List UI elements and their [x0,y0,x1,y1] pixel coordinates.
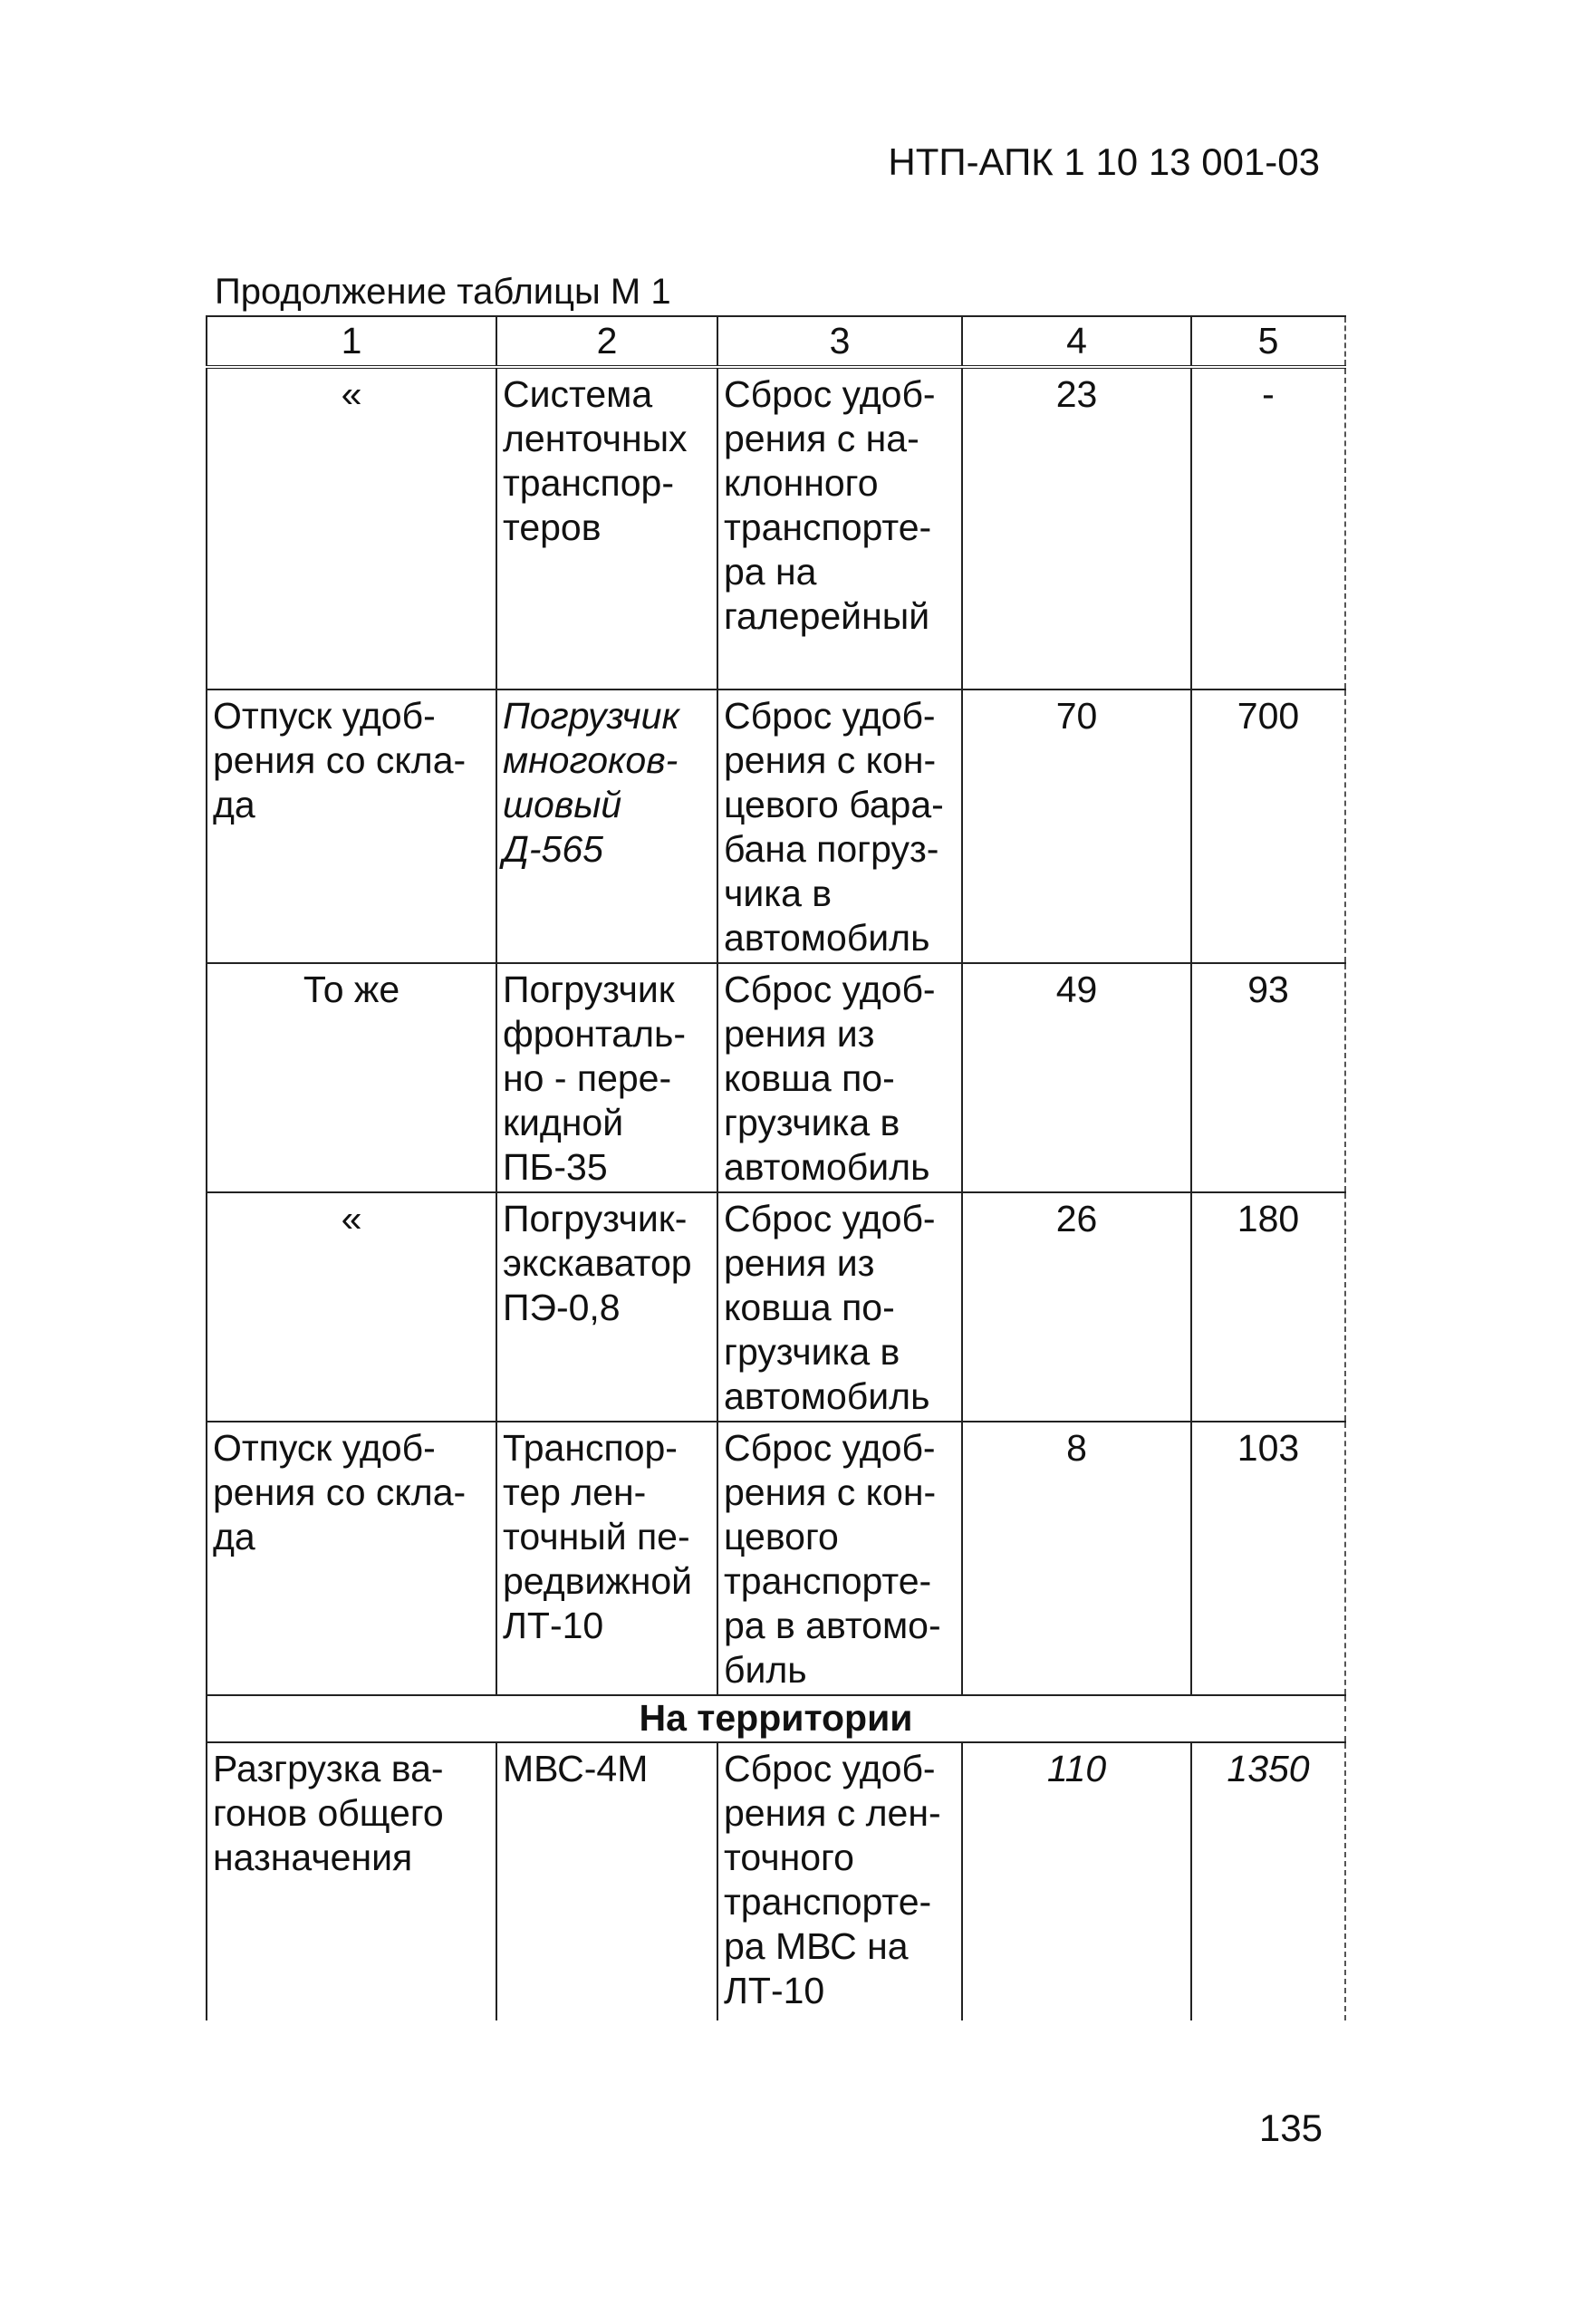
cell-operation: То же [207,963,496,1192]
cell-process: Сброс удоб-рения с лен-точного транспорте-ра МВС на ЛТ-10 [717,1742,962,2020]
cell-value-4: 110 [962,1742,1191,2020]
cell-value-5: 1350 [1191,1742,1345,2020]
page-number: 135 [1258,2107,1323,2149]
cell-value-5: 93 [1191,963,1345,1192]
cell-value-4: 26 [962,1192,1191,1422]
cell-equipment: Погрузчик фронталь-но - пере-кидной ПБ-35 [496,963,717,1192]
cell-process: Сброс удоб-рения с на-клонного транспорте-ра на галерейный [717,367,962,689]
cell-equipment: Погрузчик многоков-шовый Д-565 [496,689,717,963]
cell-equipment: Система ленточных транспор-теров [496,367,717,689]
section-heading: На территории [207,1695,1345,1742]
table-row [207,1742,1345,2020]
cell-value-5: 103 [1191,1422,1345,1695]
table-row [207,963,1345,1192]
cell-value-4: 8 [962,1422,1191,1695]
cell-process: Сброс удоб-рения из ковша по-грузчика в автомобиль [717,963,962,1192]
column-header: 4 [962,316,1191,367]
column-header: 5 [1191,316,1345,367]
document-code: НТП-АПК 1 10 13 001-03 [888,140,1320,183]
cell-equipment: МВС-4М [496,1742,717,2020]
cell-value-5: - [1191,367,1345,689]
table-section-row [207,1695,1345,1742]
cell-operation: « [207,1192,496,1422]
table-row [207,1192,1345,1422]
cell-equipment: Транспор-тер лен-точный пе-редвижной ЛТ-10 [496,1422,717,1695]
cell-value-4: 70 [962,689,1191,963]
cell-operation: « [207,367,496,689]
cell-equipment: Погрузчик-экскаватор ПЭ-0,8 [496,1192,717,1422]
column-header: 1 [207,316,496,367]
cell-value-5: 180 [1191,1192,1345,1422]
table-row [207,1422,1345,1695]
column-header: 3 [717,316,962,367]
cell-operation: Отпуск удоб-рения со скла-да [207,689,496,963]
column-header: 2 [496,316,717,367]
cell-process: Сброс удоб-рения из ковша по-грузчика в автомобиль [717,1192,962,1422]
cell-value-4: 49 [962,963,1191,1192]
table-row [207,689,1345,963]
data-table [206,315,1346,2020]
cell-value-5: 700 [1191,689,1345,963]
cell-process: Сброс удоб-рения с кон-цевого транспорте-ра в автомо-биль [717,1422,962,1695]
cell-operation: Разгрузка ва-гонов общего назначения [207,1742,496,2020]
cell-operation: Отпуск удоб-рения со скла-да [207,1422,496,1695]
table-caption: Продолжение таблицы М 1 [215,272,671,312]
cell-value-4: 23 [962,367,1191,689]
table-row [207,367,1345,689]
table-header-row [207,316,1345,367]
cell-process: Сброс удоб-рения с кон-цевого бара-бана погруз-чика в автомобиль [717,689,962,963]
table-container [206,315,1344,2020]
